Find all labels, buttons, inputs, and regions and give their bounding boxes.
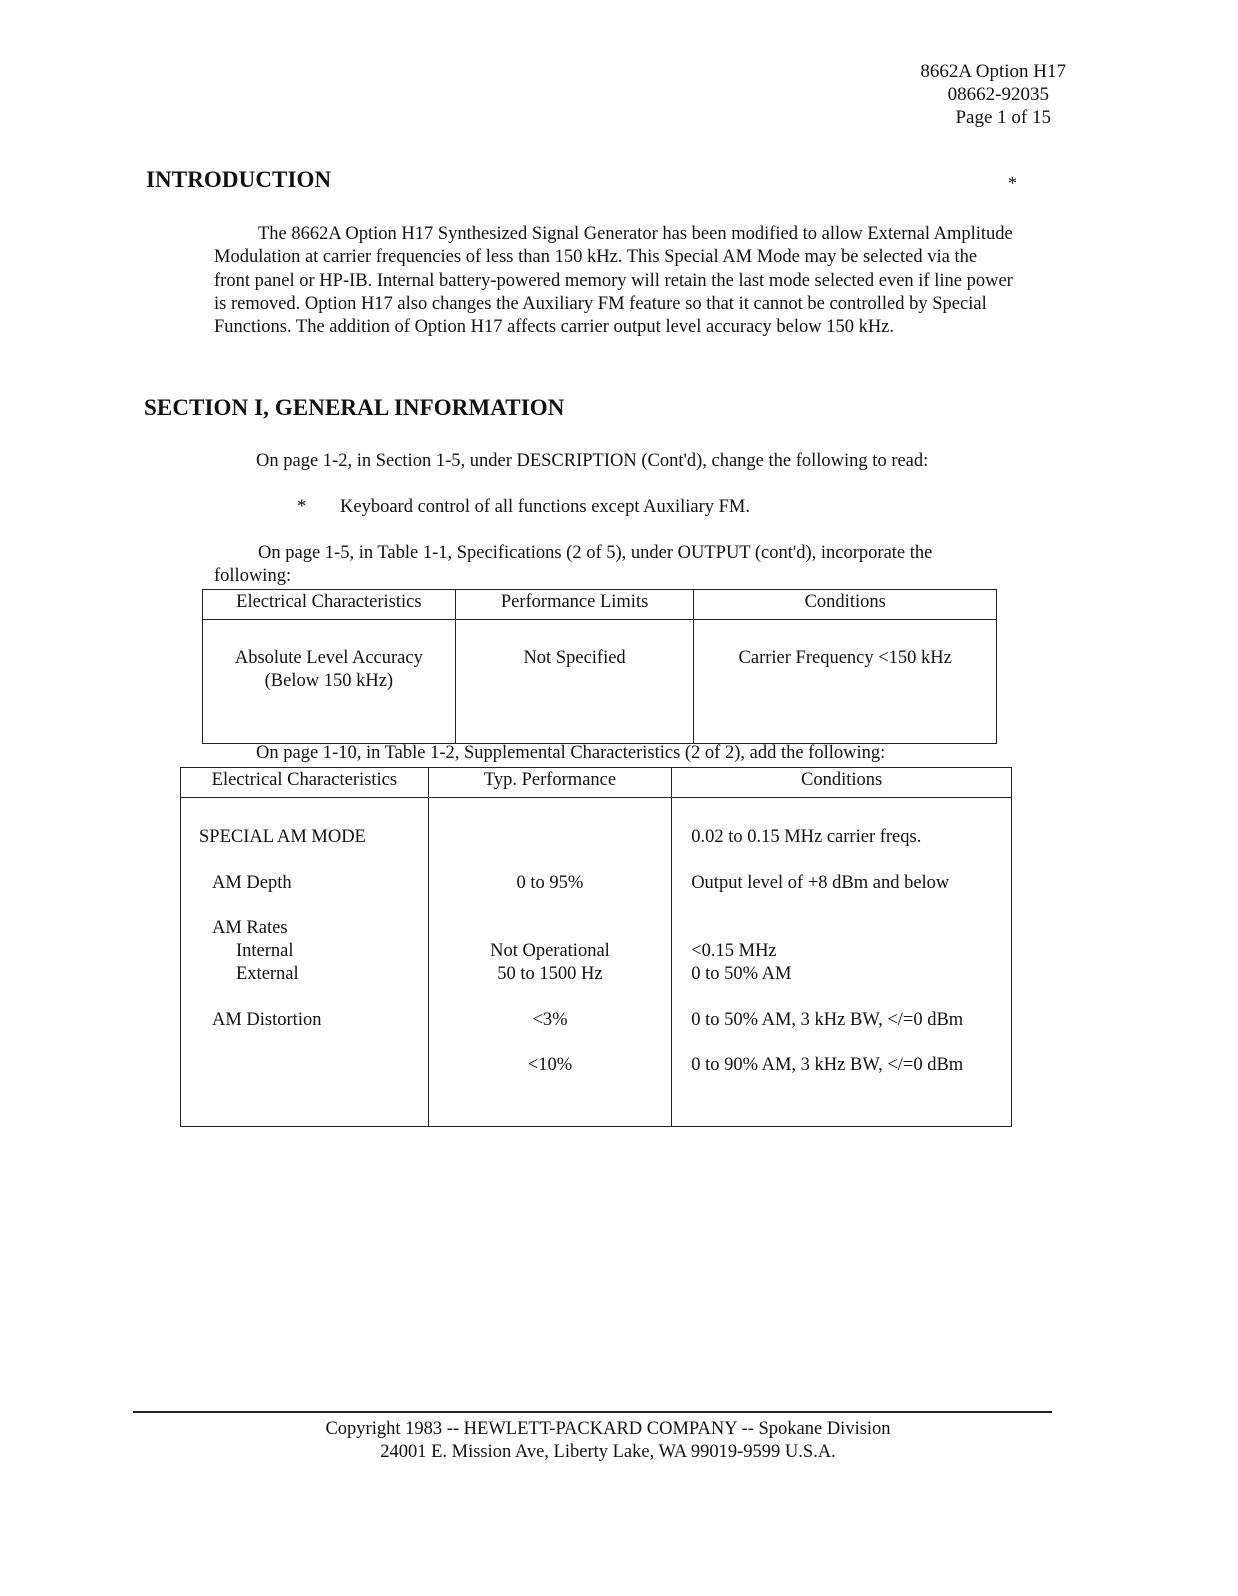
bullet-marker: *: [297, 497, 307, 517]
model-identifier: 8662A Option H17: [920, 61, 1066, 82]
bullet-item: [297, 496, 750, 519]
bullet-text: Keyboard control of all functions except Auxiliary FM.: [340, 497, 750, 517]
distortion-value: <3%: [532, 1009, 568, 1030]
table-row: [203, 620, 997, 744]
depth-condition: Output level of +8 dBm and below: [691, 872, 950, 893]
introduction-paragraph: [214, 223, 1014, 339]
internal-condition: <0.15 MHz: [691, 941, 777, 961]
column-header: Conditions: [694, 590, 997, 620]
distortion-label: AM Distortion: [212, 1009, 322, 1030]
table-header-row: [181, 768, 1012, 798]
external-value: 50 to 1500 Hz: [497, 964, 603, 984]
part-number: 08662-92035: [947, 84, 1049, 105]
footer-divider: [133, 1411, 1052, 1413]
document-header: [858, 60, 1066, 129]
depth-value: 0 to 95%: [516, 872, 584, 893]
supplemental-characteristics-table: [180, 767, 1012, 1127]
internal-value: Not Operational: [490, 941, 610, 961]
page-number: Page 1 of 15: [955, 107, 1051, 128]
distortion-condition: 0 to 50% AM, 3 kHz BW, </=0 dBm: [691, 1009, 964, 1030]
distortion-condition: 0 to 90% AM, 3 kHz BW, </=0 dBm: [691, 1055, 964, 1075]
internal-label: Internal: [236, 941, 294, 961]
characteristic-line: (Below 150 kHz): [264, 671, 394, 691]
table-row: [181, 798, 1012, 1127]
column-header: Conditions: [672, 768, 1012, 798]
change-instruction: On page 1-2, in Section 1-5, under DESCRIPTION (Cont'd), change the following to read:: [256, 451, 929, 471]
rates-label: AM Rates: [212, 918, 288, 938]
table1-intro: [214, 542, 1004, 589]
section-1-heading: SECTION I, GENERAL INFORMATION: [144, 395, 565, 420]
table-header-row: [203, 590, 997, 620]
characteristics-column: [181, 798, 429, 1127]
column-header: Electrical Characteristics: [181, 768, 429, 798]
column-header: Electrical Characteristics: [203, 590, 456, 620]
depth-label: AM Depth: [212, 872, 292, 893]
table-cell: Not Specified: [455, 620, 694, 744]
change-marker: *: [1008, 173, 1017, 193]
conditions-column: [672, 798, 1012, 1127]
external-condition: 0 to 50% AM: [691, 964, 792, 984]
specifications-table: [202, 589, 997, 744]
introduction-heading: INTRODUCTION: [146, 167, 332, 192]
table-cell: [203, 620, 456, 744]
address-line: 24001 E. Mission Ave, Liberty Lake, WA 99019-9599 U.S.A.: [380, 1442, 836, 1462]
mode-label: SPECIAL AM MODE: [199, 827, 366, 847]
mode-condition: 0.02 to 0.15 MHz carrier freqs.: [691, 827, 922, 847]
table1-intro-text: On page 1-5, in Table 1-1, Specifications (2 of 5), under OUTPUT (cont'd), incorporate the following:: [214, 543, 933, 587]
table2-intro: On page 1-10, in Table 1-2, Supplemental Characteristics (2 of 2), add the following:: [256, 743, 886, 763]
table-cell: Carrier Frequency <150 kHz: [694, 620, 997, 744]
external-label: External: [236, 964, 299, 984]
characteristic-line: Absolute Level Accuracy: [234, 648, 423, 668]
copyright-line: Copyright 1983 -- HEWLETT-PACKARD COMPANY -- Spokane Division: [325, 1419, 891, 1439]
column-header: Typ. Performance: [428, 768, 671, 798]
performance-column: [428, 798, 671, 1127]
distortion-value: <10%: [527, 1055, 573, 1075]
footer: [133, 1418, 1083, 1464]
column-header: Performance Limits: [455, 590, 694, 620]
introduction-text: The 8662A Option H17 Synthesized Signal Generator has been modified to allow External Amplitude Modulation at carrier frequencies of less than 150 kHz. This Special AM Mode may be selected via the front panel or HP-IB. Internal battery-powered memory will retain the last mode selected even if line power is removed. Option H17 also changes the Auxiliary FM feature so that it cannot be controlled by Special Functions. The addition of Option H17 affects carrier output level accuracy below 150 kHz.: [214, 224, 1013, 338]
